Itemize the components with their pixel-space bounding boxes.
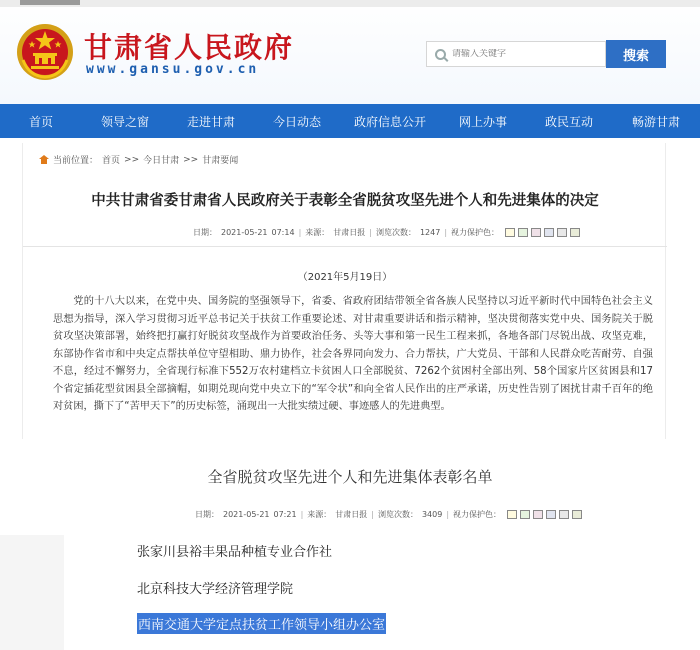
source-value: 甘肃日报 [333,228,366,237]
swatch-blue[interactable] [544,228,554,237]
swatch-yellow[interactable] [505,228,515,237]
site-header [0,0,700,104]
nav-item-5[interactable]: 网上办事 [458,114,507,129]
source-value: 甘肃日报 [335,510,368,519]
national-emblem-icon [15,22,75,82]
list-item: 张家川县裕丰果品种植专业合作社 [137,545,333,560]
search-button[interactable]: 搜索 [606,40,666,68]
time-value: 07:14 [271,228,295,237]
source-label: 来源： [307,510,332,519]
breadcrumb-today-gansu[interactable]: 今日甘肃 [143,156,180,166]
nav-item-7[interactable]: 畅游甘肃 [631,114,680,129]
date-value: 2021-05-21 [223,510,270,519]
swatch-olive[interactable] [570,228,580,237]
date-value: 2021-05-21 [221,228,268,237]
vision-label: 视力保护色： [451,228,500,237]
list-item-selected: 西南交通大学定点扶贫工作领导小组办公室 [137,613,386,634]
breadcrumb-home[interactable]: 首页 [102,156,121,166]
breadcrumb-sep: >> [183,154,199,165]
views-label: 浏览次数： [375,228,416,237]
decision-date: （2021年5月19日） [297,272,393,283]
site-url: www.gansu.gov.cn [86,62,260,77]
left-margin [0,535,64,650]
main-nav [0,104,700,138]
article-panel [22,143,666,439]
swatch-blue[interactable] [546,510,556,519]
nav-item-1[interactable]: 领导之窗 [100,114,149,129]
swatch-yellow[interactable] [507,510,517,519]
nav-item-4[interactable]: 政府信息公开 [353,114,426,129]
top-strip-link[interactable] [20,0,80,5]
color-swatches [505,228,580,237]
article-body: 党的十八大以来，在党中央、国务院的坚强领导下，省委、省政府团结带领全省各族人民坚持以习近平新时代中国特色社会主义思想为指导，深入学习贯彻习近平总书记关于扶贫工作重要论述、对甘肃重要讲话和指示精神，坚决贯彻落实党中央、国务院关于脱贫攻坚决策部署，始终把打赢打好脱贫攻坚战作为首要政治任务、头等大事和第一民生工程来抓，各地各部门尽锐出战、攻坚克难，东部协作省市和中央定点帮扶单位守望相助、鼎力协作，社会各界同向发力、合力帮扶，广大党员、干部和人民群众吃苦耐劳、自强不息，经过不懈努力，全省现行标准下552万农村建档立卡贫困人口全部脱贫、7262个贫困村全部出列、58个国家片区贫困县和17个省定插花型贫困县全部摘帽，如期兑现向党中央立下的“军令状”和向全省人民作出的庄严承诺，历史性告别了困扰甘肃千百年的绝对贫困，撕下了“苦甲天下”的历史标签，涌现出一大批实绩过硬、事迹感人的先进典型。 [53,296,653,412]
swatch-gray[interactable] [559,510,569,519]
nav-item-6[interactable]: 政民互动 [544,114,593,129]
swatch-olive[interactable] [572,510,582,519]
views-value: 1247 [419,228,441,237]
nav-item-2[interactable]: 走进甘肃 [186,114,235,129]
article-meta: 日期： 2021-05-21 07:14 | 来源： 甘肃日报 | 浏览次数： 1247 | 视力保护色： [193,227,580,238]
search-box[interactable] [426,41,606,67]
nav-item-3[interactable]: 今日动态 [272,114,321,129]
swatch-gray[interactable] [557,228,567,237]
views-value: 3409 [421,510,443,519]
site-title[interactable]: 甘肃省人民政府 [84,31,295,64]
home-icon [39,155,49,164]
date-label: 日期： [195,510,219,519]
views-label: 浏览次数： [377,510,418,519]
swatch-pink[interactable] [531,228,541,237]
breadcrumb-gansu-news[interactable]: 甘肃要闻 [202,156,239,166]
swatch-green[interactable] [520,510,530,519]
vision-label: 视力保护色： [453,510,502,519]
breadcrumb-prefix: 当前位置： [53,156,99,166]
breadcrumb [39,153,238,166]
list-item: 北京科技大学经济管理学院 [137,582,294,597]
swatch-pink[interactable] [533,510,543,519]
top-strip [0,0,700,7]
color-swatches [507,510,582,519]
divider [23,246,667,247]
search-input[interactable] [452,49,592,59]
swatch-green[interactable] [518,228,528,237]
date-label: 日期： [193,228,217,237]
source-label: 来源： [305,228,330,237]
nav-item-0[interactable]: 首页 [28,114,53,129]
list-title: 全省脱贫攻坚先进个人和先进集体表彰名单 [207,468,493,486]
breadcrumb-sep: >> [124,154,140,165]
search-icon [435,49,446,60]
article-title: 中共甘肃省委甘肃省人民政府关于表彰全省脱贫攻坚先进个人和先进集体的决定 [91,193,599,209]
list-meta: 日期： 2021-05-21 07:21 | 来源： 甘肃日报 | 浏览次数： 3409 | 视力保护色： [195,509,582,520]
time-value: 07:21 [273,510,297,519]
